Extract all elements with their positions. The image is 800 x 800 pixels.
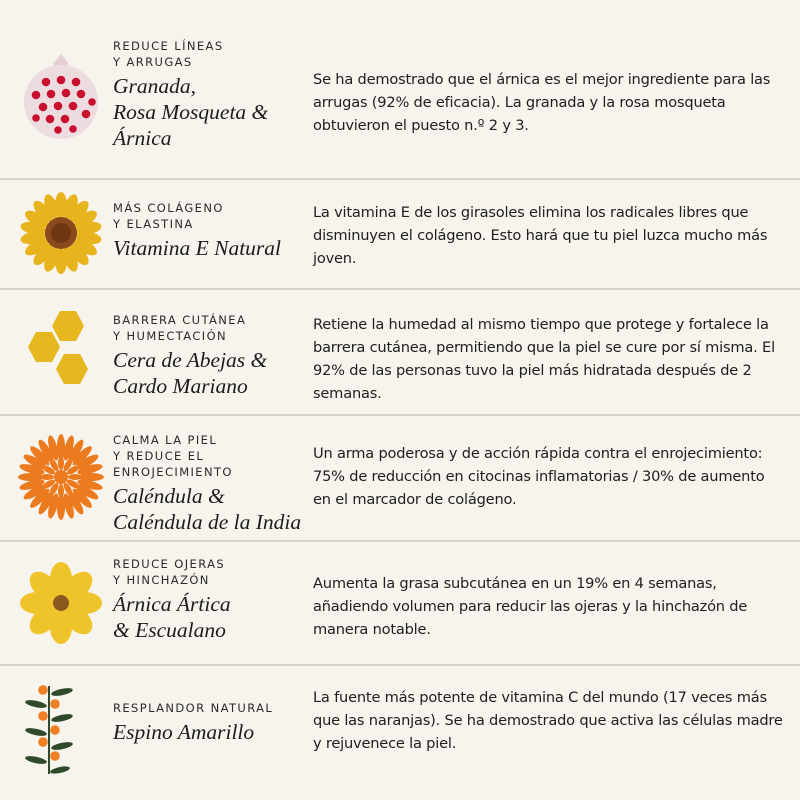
ingredient-row-calendula	[0, 416, 800, 540]
ingredient-row-pomegranate	[0, 0, 800, 178]
ingredient-description: Se ha demostrado que el árnica es el mejor ingrediente para las arrugas (92% de eficacia). La granada y la rosa mosqueta obtuvieron el puesto n.º 2 y 3.	[313, 71, 771, 134]
ingredient-description: La fuente más potente de vitamina C del mundo (17 veces más que las naranjas). Se ha demostrado que activa las células madre y rejuvenece la piel.	[313, 689, 783, 752]
sunflower-icon	[16, 188, 106, 278]
ingredient-row-vitamin-e	[0, 180, 800, 288]
ingredient-row-arnica	[0, 542, 800, 664]
ingredient-description: Un arma poderosa y de acción rápida contra el enrojecimiento: 75% de reducción en citocinas inflamatorias / 30% de aumento en el marcador de colágeno.	[313, 445, 765, 508]
benefit-label: REDUCE OJERAS Y HINCHAZÓN	[113, 557, 226, 587]
ingredient-description: Retiene la humedad al mismo tiempo que protege y fortalece la barrera cutánea, permitiendo que la piel se cure por sí misma. El 92% de las personas tuvo la piel más hidratada después de 2 semanas.	[313, 316, 775, 402]
benefit-label: MÁS COLÁGENO Y ELASTINA	[113, 201, 224, 231]
benefit-label: RESPLANDOR NATURAL	[113, 701, 274, 715]
ingredient-row-beeswax	[0, 290, 800, 414]
ingredient-description: La vitamina E de los girasoles elimina los radicales libres que disminuyen el colágeno. Esto hará que tu piel luzca mucho más joven.	[313, 204, 768, 267]
ingredient-name: Granada, Rosa Mosqueta & Árnica	[113, 74, 269, 150]
ingredient-name: Cera de Abejas & Cardo Mariano	[113, 348, 268, 398]
ingredient-row-sea-buckthorn	[0, 666, 800, 800]
ingredient-name: Espino Amarillo	[113, 720, 255, 744]
arnica-flower-icon	[16, 558, 106, 648]
ingredient-description: Aumenta la grasa subcutánea en un 19% en 4 semanas, añadiendo volumen para reducir las ojeras y la hinchazón de manera notable.	[313, 575, 748, 638]
ingredient-name: Caléndula & Caléndula de la India	[113, 484, 302, 534]
honeycomb-icon	[16, 306, 106, 396]
benefit-label: REDUCE LÍNEAS Y ARRUGAS	[113, 39, 224, 69]
pomegranate-icon	[16, 50, 106, 140]
benefit-label: BARRERA CUTÁNEA Y HUMECTACIÓN	[113, 313, 247, 343]
ingredient-name: Vitamina E Natural	[113, 236, 282, 260]
sea-buckthorn-icon	[16, 684, 106, 774]
calendula-icon	[16, 432, 106, 522]
ingredient-name: Árnica Ártica & Escualano	[113, 592, 231, 642]
benefit-label: CALMA LA PIEL Y REDUCE EL ENROJECIMIENTO	[113, 433, 233, 479]
